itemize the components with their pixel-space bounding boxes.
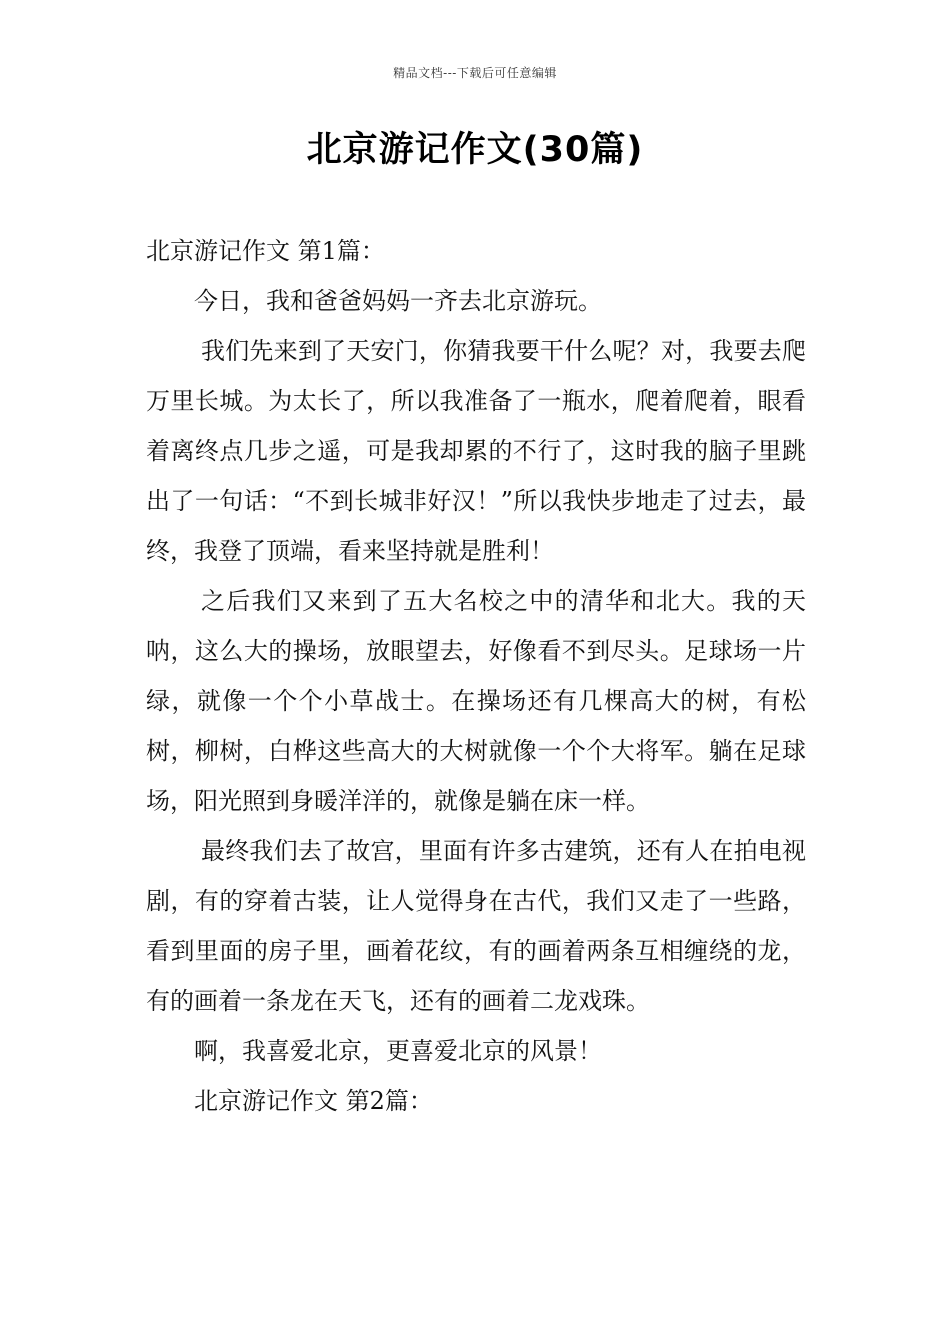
document-body xyxy=(146,226,806,1126)
paragraph: 之后我们又来到了五大名校之中的清华和北大。我的天呐，这么大的操场，放眼望去，好像看不到尽头。足球场一片绿，就像一个个小草战士。在操场还有几棵高大的树，有松树，柳树，白桦这些高大的大树就像一个个大将军。躺在足球场，阳光照到身暖洋洋的，就像是躺在床一样。 xyxy=(146,587,806,815)
paragraph: 最终我们去了故宫，里面有许多古建筑，还有人在拍电视剧，有的穿着古装，让人觉得身在古代，我们又走了一些路，看到里面的房子里，画着花纹，有的画着两条互相缠绕的龙，有的画着一条龙在天飞，还有的画着二龙戏珠。 xyxy=(146,837,806,1015)
section-heading: 北京游记作文 第1篇： xyxy=(146,237,385,265)
paragraph: 我们先来到了天安门，你猜我要干什么呢？对，我要去爬万里长城。为太长了，所以我准备了一瓶水，爬着爬着，眼看着离终点几步之遥，可是我却累的不行了，这时我的脑子里跳出了一句话：“不到长城非好汉！”所以我快步地走了过去，最终，我登了顶端，看来坚持就是胜利！ xyxy=(146,337,806,565)
document-title: 北京游记作文(30篇) xyxy=(306,130,644,170)
page-header: 精品文档---下载后可任意编辑 xyxy=(393,66,557,80)
paragraph: 啊，我喜爱北京，更喜爱北京的风景！ xyxy=(194,1037,602,1065)
paragraph: 今日，我和爸爸妈妈一齐去北京游玩。 xyxy=(194,287,602,315)
section-heading: 北京游记作文 第2篇： xyxy=(194,1087,433,1115)
